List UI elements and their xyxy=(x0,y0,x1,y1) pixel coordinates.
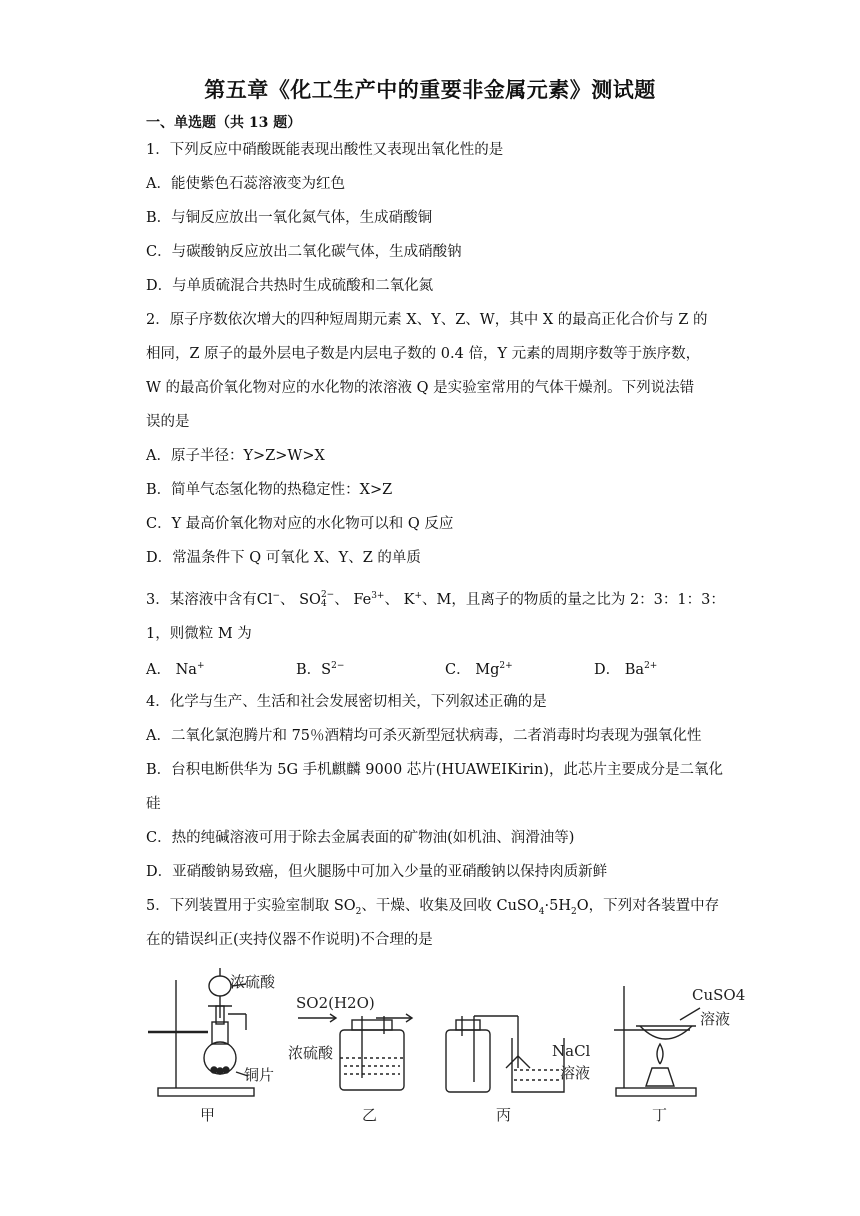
q4-option-a: A．二氧化氯泡腾片和 75％酒精均可杀灭新型冠状病毒，二者消毒时均表现为强氧化性 xyxy=(146,728,702,744)
q4-stem: 4．化学与生产、生活和社会发展密切相关，下列叙述正确的是 xyxy=(146,694,547,710)
q3-stem-line1: 3．某溶液中含有Cl−、 SO 2− 4 、 $Fe^{3+}$、 K+、M，且离子的物质的量之比为 2：3：1：3： xyxy=(146,589,725,609)
q1-option-b: B．与铜反应放出一氧化氮气体，生成硝酸铜 xyxy=(146,210,433,226)
q3-stem-post: 、M，且离子的物质的量之比为 2：3：1：3： xyxy=(421,591,725,608)
q4-option-d: D．亚硝酸钠易致癌，但火腿肠中可加入少量的亚硝酸钠以保持肉质新鲜 xyxy=(146,864,608,880)
caption-yi: 乙 xyxy=(362,1106,378,1124)
apparatus-ding xyxy=(614,986,745,1124)
q2-stem-line1: 2．原子序数依次增大的四种短周期元素 X、Y、Z、W，其中 X 的最高正化合价与 Z 的 xyxy=(146,312,708,328)
label-ding-cuso4: CuSO4 xyxy=(692,986,746,1004)
q3-option-c: C． $Mg^{2+}$ xyxy=(445,661,513,678)
q1-option-d: D．与单质硫混合共热时生成硫酸和二氧化氮 xyxy=(146,278,434,294)
q1-option-c: C．与碳酸钠反应放出二氧化碳气体，生成硝酸钠 xyxy=(146,244,462,260)
page-title: 第五章《化工生产中的重要非金属元素》测试题 xyxy=(204,77,656,102)
q2-option-b: B．简单气态氢化物的热稳定性：X>Z xyxy=(146,482,393,498)
q4-option-b-line1: B．台积电断供华为 5G 手机麒麟 9000 芯片(HUAWEIKirin)，此芯片主要成分是二氧化 xyxy=(146,762,724,778)
q5-stem-line2: 在的错误纠正(夹持仪器不作说明)不合理的是 xyxy=(146,932,433,948)
q5-stem-line1: 5．下列装置用于实验室制取 $SO_2$、干燥、收集及回收 $CuSO_4\cdot 5H_2O$，下列对各装置中存 xyxy=(146,898,720,917)
label-yi-gas: SO2(H2O) xyxy=(296,994,375,1012)
q2-stem-line4: 误的是 xyxy=(146,414,190,430)
caption-ding: 丁 xyxy=(652,1106,668,1124)
ion-so4: SO 2− 4 xyxy=(299,589,335,609)
caption-bing: 丙 xyxy=(496,1106,512,1124)
q2-option-c: C．Y 最高价氧化物对应的水化物可以和 Q 反应 xyxy=(146,516,454,532)
q3-stem-pre: 3．某溶液中含有 xyxy=(146,591,257,608)
apparatus-yi xyxy=(288,994,412,1124)
q3-option-a: A． Na+ xyxy=(146,661,205,678)
caption-jia: 甲 xyxy=(200,1106,216,1124)
q3-option-b: B．$S^{2-}$ xyxy=(296,661,345,678)
label-jia-acid: 浓硫酸 xyxy=(230,973,276,991)
ion-cl: Cl− xyxy=(256,591,281,608)
apparatus-bing xyxy=(446,1016,591,1124)
q2-option-a: A．原子半径：Y>Z>W>X xyxy=(146,448,325,464)
q4-option-b-line2: 硅 xyxy=(146,796,161,812)
q2-stem-line2: 相同，Z 原子的最外层电子数是内层电子数的 0.4 倍，Y 元素的周期序数等于族序数， xyxy=(146,346,701,362)
apparatus-figure xyxy=(140,960,760,1130)
label-yi-acid: 浓硫酸 xyxy=(288,1044,334,1062)
label-jia-copper: 铜片 xyxy=(244,1066,275,1084)
q3-option-d: D． $Ba^{2+}$ xyxy=(594,661,658,678)
q2-option-d: D．常温条件下 Q 可氧化 X、Y、Z 的单质 xyxy=(146,550,421,566)
label-bing-nacl: NaCl xyxy=(552,1042,591,1060)
section-heading: 一、单选题（共 13 题） xyxy=(146,115,302,131)
ion-fe: $Fe^{3+}$ xyxy=(353,591,385,608)
q4-option-c: C．热的纯碱溶液可用于除去金属表面的矿物油(如机油、润滑油等) xyxy=(146,830,575,846)
q1-stem: 1．下列反应中硝酸既能表现出酸性又表现出氧化性的是 xyxy=(146,142,504,158)
label-bing-sol: 溶液 xyxy=(560,1064,591,1082)
ion-k: K+ xyxy=(403,591,422,608)
q1-option-a: A．能使紫色石蕊溶液变为红色 xyxy=(146,176,345,192)
label-ding-sol: 溶液 xyxy=(700,1010,731,1028)
q2-stem-line3: W 的最高价氧化物对应的水化物的浓溶液 Q 是实验室常用的气体干燥剂。下列说法错 xyxy=(146,380,695,396)
q3-stem-line2: 1，则微粒 M 为 xyxy=(146,626,252,642)
apparatus-jia xyxy=(148,968,276,1124)
